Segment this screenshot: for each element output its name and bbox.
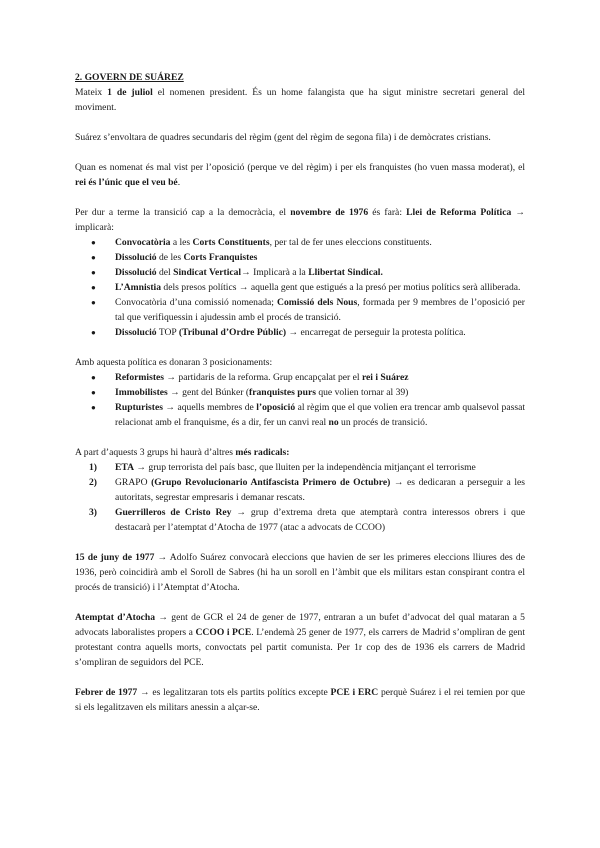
list-item [89,505,526,535]
bold-text: franquistes purs [249,387,316,398]
text: del [156,267,174,278]
paragraph-positions-intro: Amb aquesta política es donaran 3 posicionaments: [75,357,273,368]
text: perquè Suárez i el rei temien por que si els legalitzaven els militars anessin a alçar-se. [75,687,526,713]
text: dels presos polítics → aquella gent que estigués a la presó per motius polítics serà alliberada. [161,282,521,293]
bold-text: Dissolució [115,327,157,338]
text: → Adolfo Suárez convocarà eleccions que havien de ser les primeres eleccions lliures des de 1936, però coincidirà amb el Soroll de Sabres (hi ha un soroll en l’àmbit que els militars estan conspirant contra el procés de transició) i l’Atemptat d’Atocha. [75,552,525,593]
paragraph-reform-law [75,205,525,235]
list-item [115,295,525,325]
bold-text: CCOO i PCE [195,627,252,638]
text: → aquells membres de [162,402,257,413]
bold-text: rei és l’únic que el veu bé [75,177,178,188]
bold-text: (Grupo Revolucionario Antifascista Primero de Octubre) [151,477,391,488]
paragraph-elections [75,550,525,595]
list-item [89,475,525,505]
text: → encarregat de perseguir la protesta política. [286,327,466,338]
bold-text: Immobilistes [115,387,168,398]
bold-text: Corts Franquistes [183,252,258,263]
text: → es dedicaran a perseguir a les autoritats, segrestar empresaris i demanar rescats. [115,477,525,503]
list-item [115,280,525,295]
paragraph-surroundings: Suárez s’envoltara de quadres secundaris del règim (gent del règim de segona fila) i de demòcrates cristians. [75,132,491,143]
paragraph-president [75,85,525,115]
bold-text: l’oposició [256,402,296,413]
reform-list [75,235,525,340]
bold-text: novembre de 1976 [290,207,369,218]
text: , per tal de fer unes eleccions constituents. [269,237,432,248]
text: Mateix [75,87,108,98]
bold-text: Comissió dels Nous [277,297,358,308]
text: TOP [156,327,179,338]
list-item [115,370,525,385]
text: → Implicarà a la [241,267,309,278]
bold-text: no [328,417,339,428]
bold-text: Guerrilleros de Cristo Rey [115,507,232,518]
bold-text: Corts Constituents [192,237,270,248]
list-number: 1) [89,462,97,473]
list-item [115,235,525,250]
text: que volien tornar al 39) [315,387,409,398]
list-item [115,325,525,340]
paragraph-legalization [75,685,525,715]
text: . [177,177,181,188]
bold-text: L’Amnistia [115,282,162,293]
bold-text: (Tribunal d’Ordre Públic) [178,327,287,338]
bold-text: Dissolució [115,252,157,263]
bold-text: rei i Suárez [361,372,409,383]
bold-text: més radicals: [235,447,290,458]
bold-text: Atemptat d’Atocha [75,612,156,623]
bold-text: Convocatòria [115,237,171,248]
list-item [115,265,525,280]
text: → implicarà: [75,207,526,233]
text: Per dur a terme la transició cap a la democràcia, el [75,207,291,218]
section-title: 2. GOVERN DE SUÁREZ [75,72,184,83]
positions-list [75,370,525,430]
text: . L’endemà 25 gener de 1977, els carrers de Madrid s’ompliran de gent protestant contra aquells morts, convoctats pel partit comunista. Per 1r cop des de 1936 els carrers de Madrid s’ompliran de seguidors del PCE. [75,627,525,668]
paragraph-reception [75,160,525,190]
bold-text: ETA [115,462,135,473]
bold-text: Reformistes [115,372,165,383]
bold-text: Llei de Reforma Política [406,207,512,218]
text: el nomenen president. És un home falangista que ha sigut ministre secretari general del moviment. [75,87,525,113]
text: de les [156,252,184,263]
radicals-list [75,460,525,535]
text: , formada per 9 membres de l’oposició per tal que verifiquessin i ajudessin amb el procés de transició. [115,297,525,323]
text: Convocatòria d’una comissió nomenada; [115,297,278,308]
text: → partidaris de la reforma. Grup encapçalat per el [164,372,362,383]
list-item [115,400,525,430]
document-page [75,70,525,715]
text: és farà: [368,207,407,218]
paragraph-radicals-intro [75,445,525,460]
text: → gent del Búnker ( [167,387,250,398]
bold-text: 15 de juny de 1977 [75,552,155,563]
bold-text: 1 de juliol [107,87,153,98]
text: → grup d’extrema dreta que atemptarà contra interessos obrers i que destacarà per l’atemptat d’Atocha de 1977 (atac a advocats de CCOO) [115,507,526,533]
text: un procés de transició. [338,417,428,428]
list-item [115,385,525,400]
text: a les [170,237,193,248]
text: A part d’aquests 3 grups hi haurà d’altres [75,447,236,458]
bold-text: Rupturistes [115,402,163,413]
list-number: 2) [89,477,97,488]
bold-text: PCE i ERC [330,687,379,698]
list-item [89,460,525,475]
list-number: 3) [89,507,97,518]
paragraph-atocha [75,610,525,670]
bold-text: Dissolució [115,267,157,278]
list-item [115,250,525,265]
text: → es legalitzaran tots els partits polítics excepte [137,687,331,698]
text: GRAPO [115,477,152,488]
text: → grup terrorista del país basc, que lluiten per la independència mitjançant el terrorisme [134,462,476,473]
text: Quan es nomenat és mal vist per l’oposició (perque ve del règim) i per els franquistes (ho vuen massa moderat), el [75,162,525,173]
bold-text: Llibertat Sindical. [308,267,383,278]
text: al règim que el que volien era trencar amb qualsevol passat relacionat amb el franquisme, és a dir, fer un canvi real [115,402,525,428]
bold-text: Febrer de 1977 [75,687,138,698]
text: → gent de GCR el 24 de gener de 1977, entraran a un bufet d’advocat del qual mataran a 5 advocats laboralistes propers a [75,612,525,638]
bold-text: Sindicat Vertical [173,267,242,278]
